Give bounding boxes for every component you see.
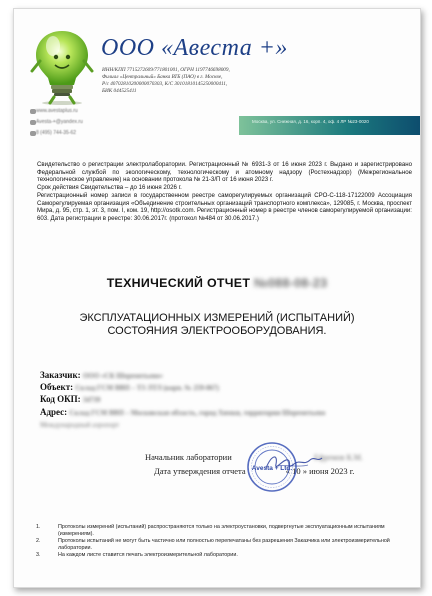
- requisites-line: Филиал «Центральный» Банка ВТБ (ПАО) в г. Москве,: [102, 74, 223, 80]
- footnote: [36, 538, 411, 552]
- contact-website: www.avestaplus.ru: [36, 108, 78, 114]
- address-value-continued: Международный аэропорт: [40, 421, 120, 429]
- customer-value: ООО «СК Шереметьево»: [82, 372, 164, 380]
- footnote-number: 3.: [36, 552, 41, 558]
- company-requisites: [102, 67, 347, 95]
- certificate-paragraph: Свидетельство о регистрации электролаборатории. Регистрационный № 6931-3 от 16 июня 2023 г. Выдано и зарегистрировано Федеральной службой по экологическому, технологическому и атомному надзору (Ростехнадзор) (Межрегиональное технологическое управление) на основании протокола № 21-3/П от 16 июня 2023 г.: [37, 161, 412, 184]
- sro-paragraph: Регистрационный номер записи в государственном реестре саморегулируемых организаций СРО-С-118-17122009 Ассоциация Саморегулируемая организация «Объединение строительных организаций транспортного комплекса», 129085, г. Москва, проспект Мира, д. 95, стр. 1, эт. 3, пом. I, ком. 19, http://osotk.com. Регистрационный номер в реестре членов саморегулируемой организации: 603. Дата регистрации в реестре: 30.06.2017г. (протокол №484 от 30.06.2017.): [37, 191, 412, 222]
- document-page: [13, 8, 421, 588]
- footnote: [36, 552, 411, 559]
- requisites-line: ИНН/КПП 7715272609/771801001, ОГРН 1197746698009,: [102, 67, 230, 73]
- okp-value: 34739: [82, 396, 101, 404]
- requisites-line: Р/с 40702810200000070303, К/С 30101810145250000411,: [102, 81, 228, 87]
- certificate-text: [37, 161, 412, 223]
- report-subtitle: ЭКСПЛУАТАЦИОННЫХ ИЗМЕРЕНИЙ (ИСПЫТАНИЙ) СОСТОЯНИЯ ЭЛЕКТРООБОРУДОВАНИЯ.: [79, 312, 355, 337]
- address-value: Склад ГСМ ВВП – Московская область, город Химки, территория Шереметьево: [69, 409, 326, 417]
- footnotes: [36, 524, 411, 559]
- footnote-text: На каждом листе ставится печать электроизмерительной лаборатории.: [58, 552, 238, 558]
- header-band-text: Москва, ул. Снежная, д. 16, корп. 4, оф. 4 ЛР №23-0020: [252, 119, 369, 124]
- okp-row: [40, 394, 100, 404]
- address-row: [40, 407, 325, 417]
- stamp-text: Avesta + Ltd.: [251, 465, 293, 472]
- object-label: Объект:: [40, 382, 74, 392]
- company-name: ООО «Авеста +»: [101, 35, 288, 61]
- address-label: Адрес:: [40, 407, 68, 417]
- report-title: [14, 276, 420, 290]
- footnote-number: 1.: [36, 524, 41, 530]
- okp-label: Код ОКП:: [40, 394, 81, 404]
- report-title-text: ТЕХНИЧЕСКИЙ ОТЧЕТ: [106, 276, 251, 290]
- approval-date-label: Дата утверждения отчета: [154, 466, 246, 476]
- signature-role: Начальник лаборатории: [145, 452, 232, 462]
- handwritten-signature-icon: [264, 450, 324, 474]
- customer-label: Заказчик:: [40, 370, 81, 380]
- contact-phone: 8 (495) 744-35-62: [36, 130, 77, 136]
- certificate-validity: Срок действия Свидетельства – до 16 июня 2026 г.: [37, 184, 182, 192]
- requisites-line: БИК 044525411: [102, 88, 137, 94]
- approval-date-value: « 10 » июня 2023 г.: [285, 466, 355, 476]
- signature-name: Ефремов К.М.: [314, 453, 363, 462]
- customer-row: [40, 370, 163, 380]
- lightbulb-logo-icon: [30, 27, 94, 105]
- report-number: №088-08-23: [253, 276, 328, 290]
- footnote: [36, 524, 411, 538]
- footnote-text: Протоколы измерений (испытаний) распространяются только на электроустановки, подвергнутые эксплуатационным испытаниям (измерениям).: [58, 524, 385, 537]
- object-row: [40, 382, 219, 392]
- footnote-text: Протоколы испытаний не могут быть частично или полностью перепечатаны без разрешения Заказчика или электроизмерительной лаборатории.: [58, 538, 390, 551]
- footnote-number: 2.: [36, 538, 41, 544]
- object-value: Склад ГСМ ВВП – ТЗ ЛТЛ (корп. № 259-067): [75, 384, 219, 392]
- contact-email: Avesta-+@yandex.ru: [36, 119, 83, 125]
